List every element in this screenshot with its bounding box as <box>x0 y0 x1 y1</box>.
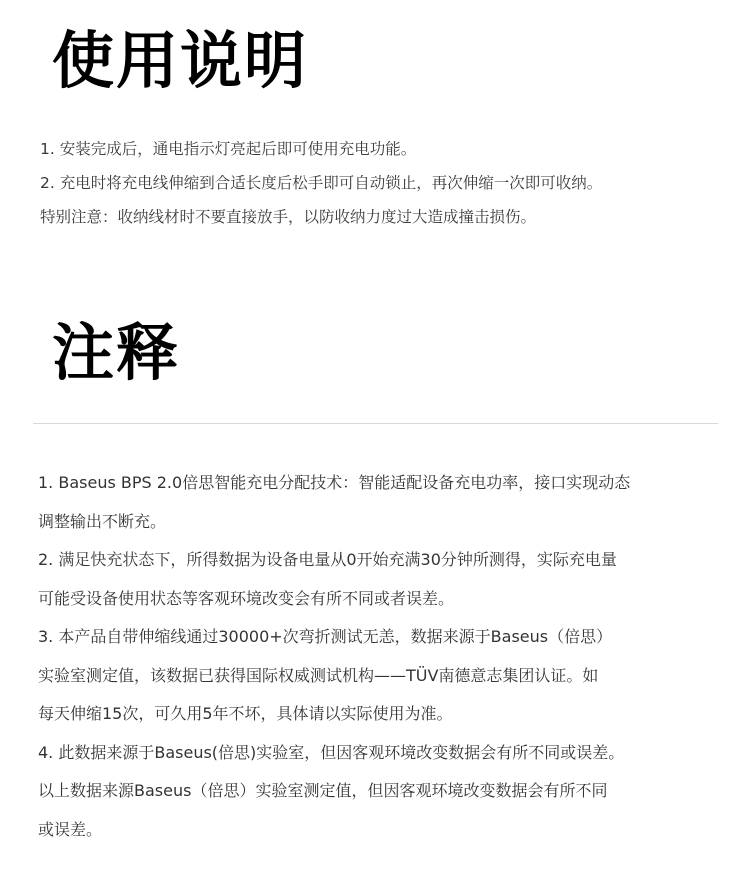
note-line: 调整输出不断充。 <box>38 511 167 531</box>
usage-line: 特别注意：收纳线材时不要直接放手，以防收纳力度过大造成撞击损伤。 <box>40 208 537 226</box>
usage-line: 1. 安装完成后，通电指示灯亮起后即可使用充电功能。 <box>40 140 417 158</box>
note-line: 或误差。 <box>38 819 103 839</box>
note-line: 实验室测定值，该数据已获得国际权威测试机构——TÜV南德意志集团认证。如 <box>38 665 599 685</box>
note-line: 可能受设备使用状态等客观环境改变会有所不同或者误差。 <box>38 588 455 608</box>
usage-heading: 使用说明 <box>52 24 309 97</box>
note-line: 每天伸缩15次，可久用5年不坏，具体请以实际使用为准。 <box>38 704 453 723</box>
note-line: 2. 满足快充状态下，所得数据为设备电量从0开始充满30分钟所测得，实际充电量 <box>38 550 617 569</box>
section-divider <box>33 423 718 424</box>
note-line: 以上数据来源Baseus（倍思）实验室测定值，但因客观环境改变数据会有所不同 <box>38 781 608 800</box>
note-line: 4. 此数据来源于Baseus(倍思)实验室，但因客观环境改变数据会有所不同或误差。 <box>38 742 625 762</box>
note-line: 3. 本产品自带伸缩线通过30000+次弯折测试无恙，数据来源于Baseus（倍思） <box>38 627 613 646</box>
notes-list <box>38 464 728 849</box>
usage-line: 2. 充电时将充电线伸缩到合适长度后松手即可自动锁止，再次伸缩一次即可收纳。 <box>40 174 603 192</box>
usage-instructions-list <box>40 132 730 234</box>
note-line: 1. Baseus BPS 2.0倍思智能充电分配技术：智能适配设备充电功率，接口实现动态 <box>38 473 631 492</box>
notes-heading: 注释 <box>52 316 181 389</box>
